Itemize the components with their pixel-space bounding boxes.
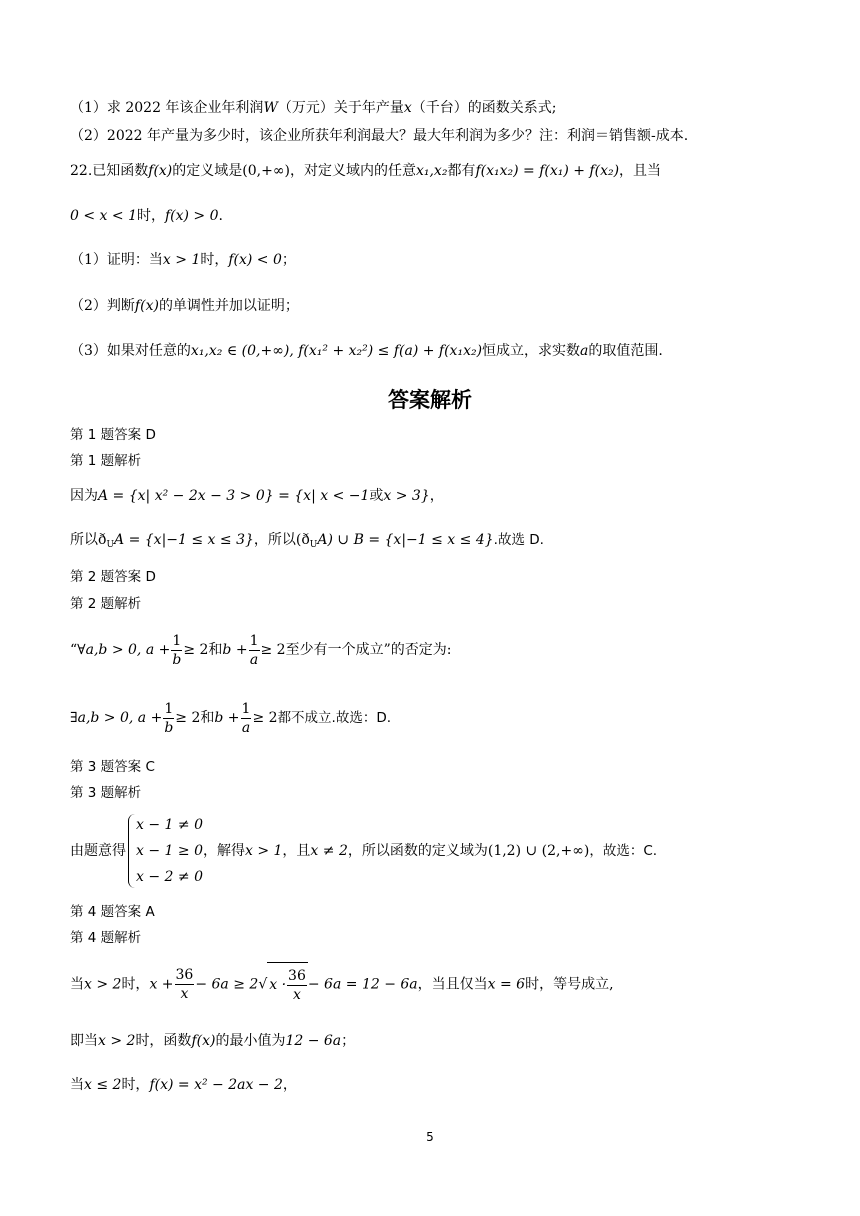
answer-4-line3: 当x ≤ 2时，f(x) = x² − 2ax − 2， (70, 1077, 297, 1093)
answers-title: 答案解析 (388, 388, 472, 412)
answer-1-heading: 第 1 题解析 (70, 453, 142, 469)
fraction: $\frac{1}{a}$ (241, 700, 251, 736)
q21-part2: （2）2022 年产量为多少时，该企业所获年利润最大？最大年利润为多少？注：利润＝销售额-成本. (70, 128, 689, 144)
answer-2-heading: 第 2 题解析 (70, 596, 142, 612)
q22-subquestion-3: （3）如果对任意的x₁,x₂ ∈ (0,+∞), f(x₁² + x₂²) ≤ f(a) + f(x₁x₂)恒成立，求实数a的取值范围. (70, 343, 663, 359)
fraction: $\frac{1}{a}$ (249, 632, 259, 668)
fraction: $\frac{1}{b}$ (164, 700, 174, 736)
q21-part1: （1）求 2022 年该企业年利润W（万元）关于年产量x（千台）的函数关系式; (70, 100, 557, 116)
answer-4-heading: 第 4 题解析 (70, 930, 142, 946)
answer-3-heading: 第 3 题解析 (70, 785, 142, 801)
answer-2-key: 第 2 题答案 D (70, 569, 156, 585)
answer-4-line2: 即当x > 2时，函数f(x)的最小值为12 − 6a； (70, 1033, 356, 1049)
sqrt-sign: √ (258, 976, 268, 993)
fraction: $\frac{36}{x}$ (288, 967, 306, 1003)
q22-stem-line2: 0 < x < 1时，f(x) > 0. (70, 208, 223, 224)
fraction: $\frac{36}{x}$ (175, 967, 194, 1002)
answer-2-line1: “∀a,b > 0, a + $\frac{1}{b}$ ≥ 2和b + $\frac{1}{a}$ ≥ 2至少有一个成立”的否定为: (70, 632, 452, 668)
answer-1-line1: 因为A = {x| x² − 2x − 3 > 0} = {x| x < −1或x > 3}， (70, 488, 444, 504)
cases-brace: x − 1 ≠ 0 x − 1 ≥ 0 x − 2 ≠ 0 (126, 812, 203, 890)
q22-subquestion-1: （1）证明：当x > 1时，f(x) < 0； (70, 252, 296, 268)
q22-subquestion-2: （2）判断f(x)的单调性并加以证明； (70, 298, 299, 314)
sqrt-body: x · $\frac{36}{x}$ (267, 962, 308, 1007)
answer-3-line: 由题意得 x − 1 ≠ 0 x − 1 ≥ 0 x − 2 ≠ 0 ，解得x > 1，且x ≠ 2，所以函数的定义域为(1,2) ∪ (2,+∞)，故选：C. (70, 812, 657, 890)
fraction: $\frac{1}{b}$ (172, 632, 182, 668)
answer-4-line1: 当x > 2时，x + $\frac{36}{x}$ − 6a ≥ 2√ x · $\frac{36}{x}$ − 6a = 12 − 6a，当且仅当x = 6时，等号成立, (70, 962, 614, 1007)
answer-2-line2: ∃a,b > 0, a + $\frac{1}{b}$ ≥ 2和b + $\frac{1}{a}$ ≥ 2都不成立.故选：D. (70, 700, 392, 736)
answer-3-key: 第 3 题答案 C (70, 759, 155, 775)
answer-1-line2: 所以$ð_UA = \{x|-1 \le x \le 3\}$，所以$(ð_UA)$ ∪ B = {x|−1 ≤ x ≤ 4}.故选 D. (70, 532, 544, 550)
q22-stem-line1: 22.已知函数f(x)的定义域是(0,+∞)，对定义域内的任意x₁,x₂都有f(x₁x₂) = f(x₁) + f(x₂)，且当 (70, 163, 662, 179)
page-number: 5 (426, 1130, 434, 1144)
answer-4-key: 第 4 题答案 A (70, 904, 155, 920)
answer-1-key: 第 1 题答案 D (70, 427, 156, 443)
